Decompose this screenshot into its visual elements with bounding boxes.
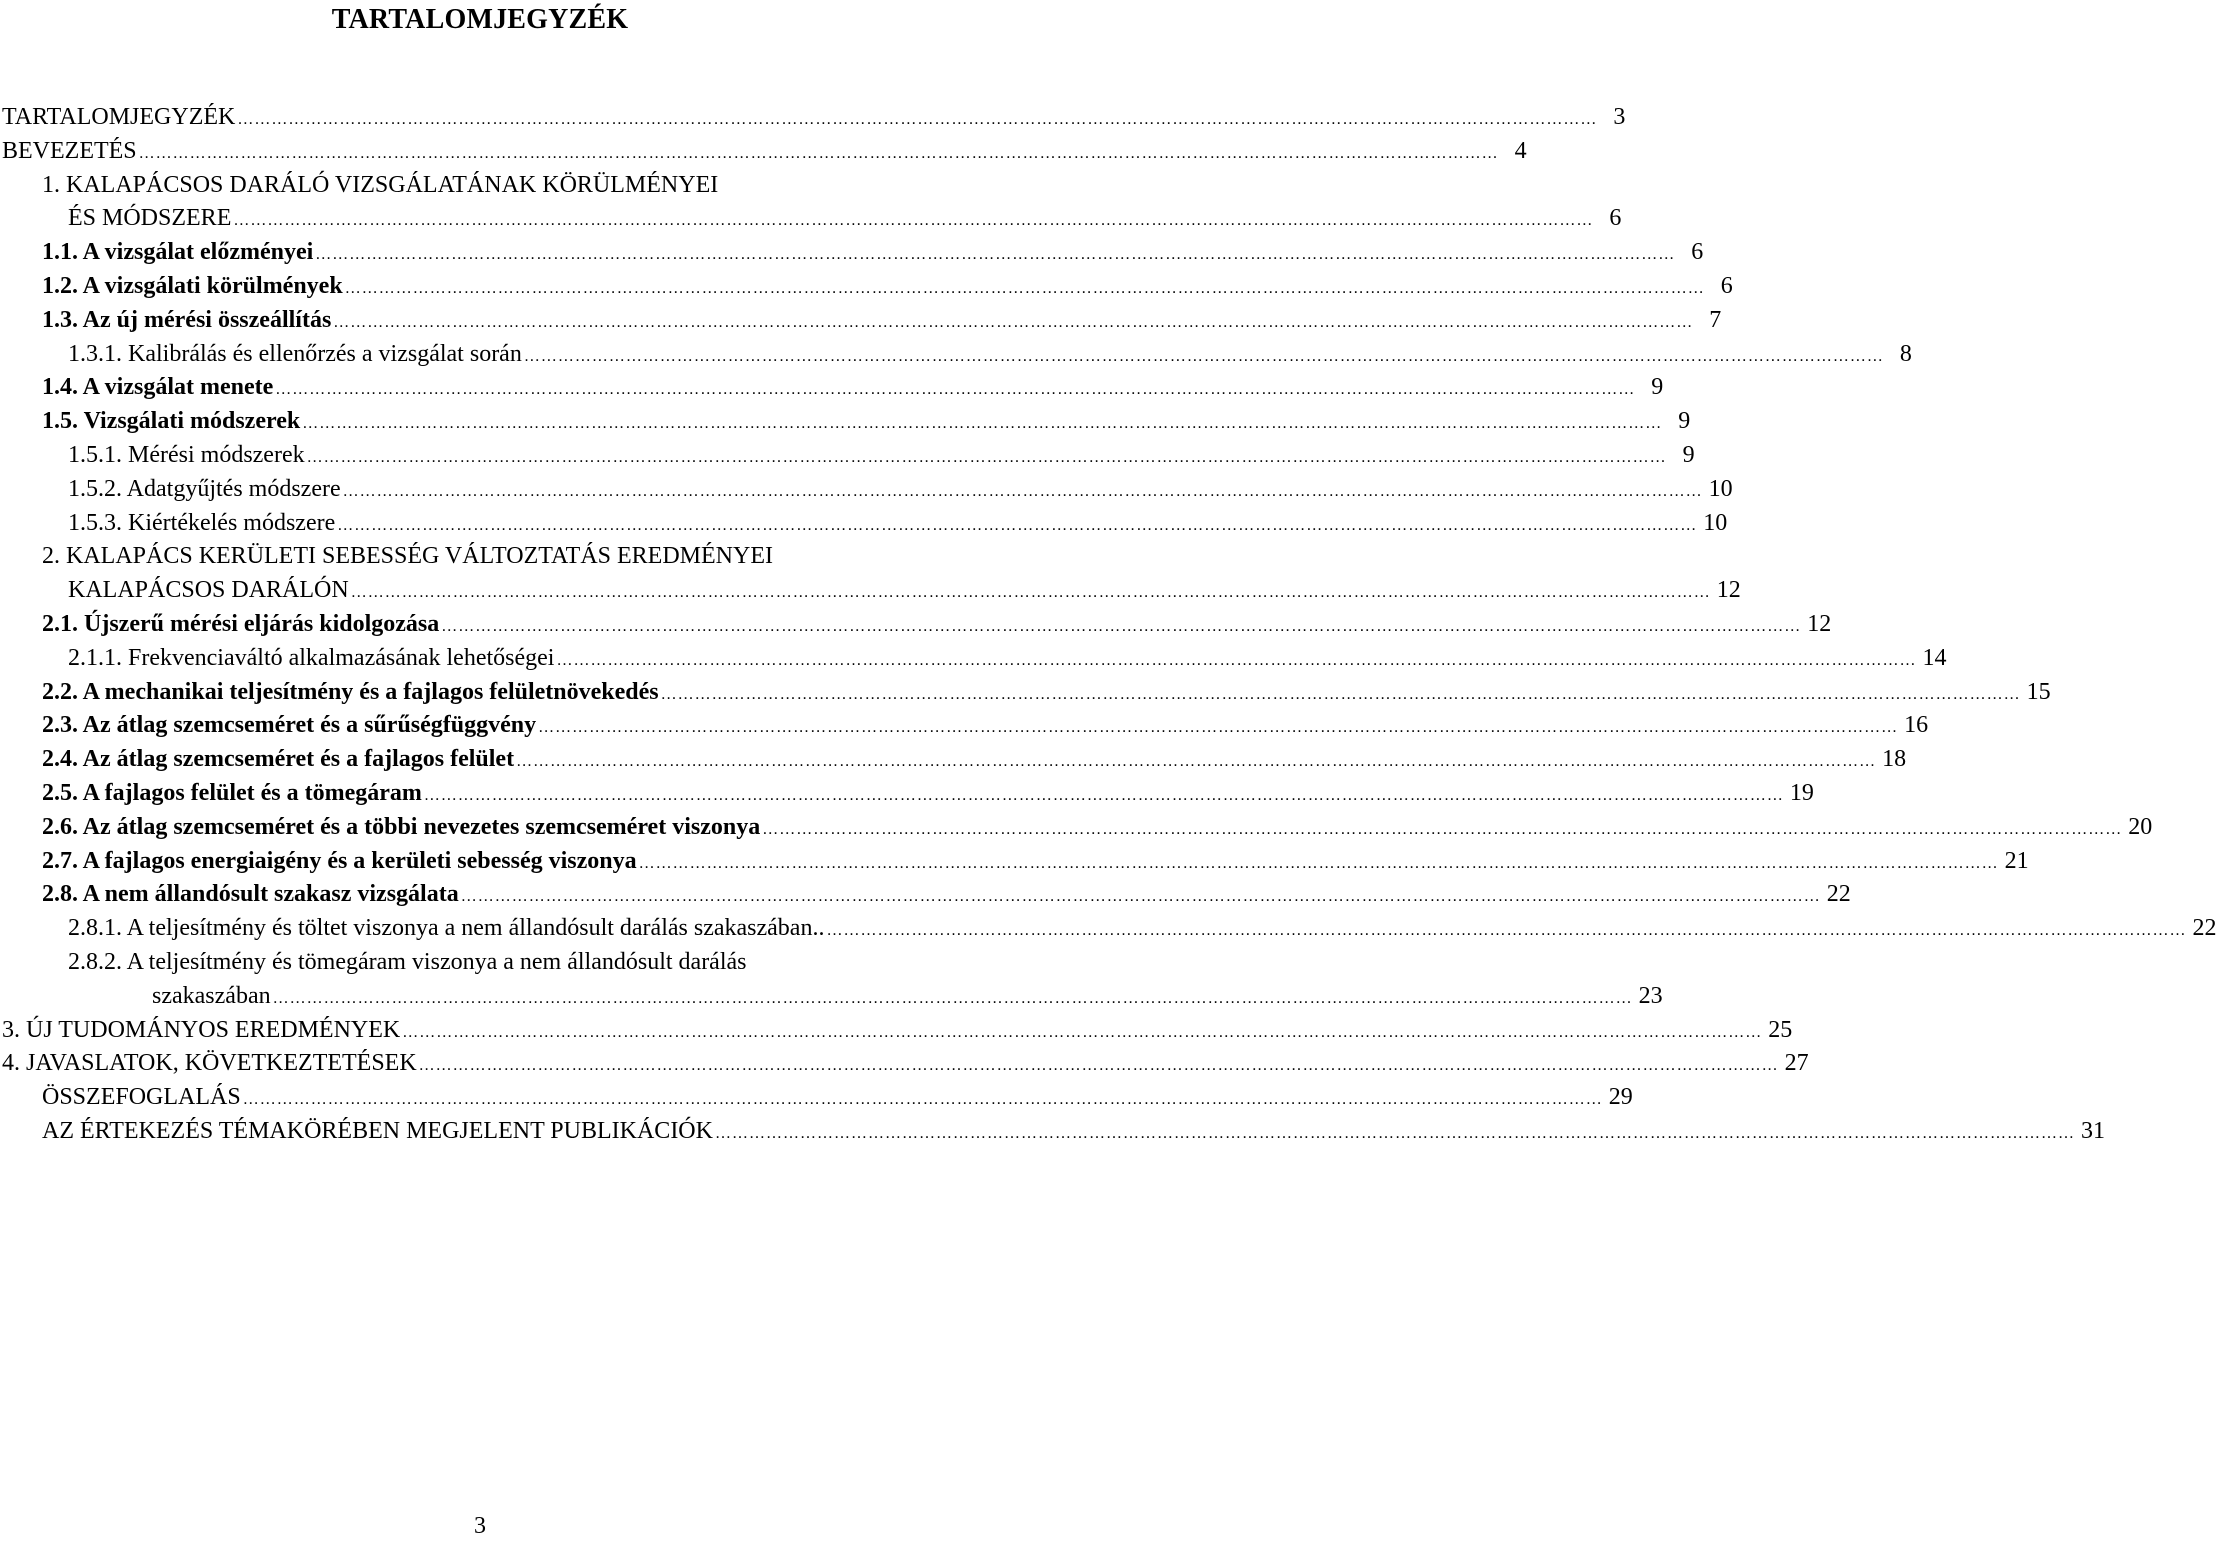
toc-entry-label: 1.5.2. Adatgyűjtés módszere <box>68 475 341 502</box>
toc-entry-label: 1.4. A vizsgálat menete <box>42 374 274 401</box>
toc-entry[interactable] <box>42 235 1704 269</box>
toc-entry-page: 3 <box>1613 104 1626 130</box>
toc-leader-dots: …………………………………………………………………………………………………………………………………………………………………………………………………………………… <box>350 584 1711 602</box>
toc-entry[interactable] <box>68 945 948 979</box>
toc-entry-label: 1.5. Vizsgálati módszerek <box>42 408 301 435</box>
toc-entry-label: 2.1.1. Frekvenciaváltó alkalmazásának lehetőségei <box>68 644 555 671</box>
toc-entry[interactable] <box>42 810 2153 844</box>
toc-entry-page: 7 <box>1709 306 1722 333</box>
toc-leader-dots: …………………………………………………………………………………………………………………………………………………………………………………………………………………… <box>460 888 1821 906</box>
toc-entry-page: 23 <box>1638 982 1663 1009</box>
toc-entry-page: 15 <box>2026 678 2051 705</box>
toc-entry-label: BEVEZETÉS <box>2 137 137 164</box>
toc-entry-label: 2.7. A fajlagos energiaigény és a kerületi sebesség viszonya <box>42 847 637 874</box>
toc-entry-page: 9 <box>1678 408 1691 435</box>
toc-entry[interactable] <box>68 201 1622 235</box>
toc-entry-page: 16 <box>1904 712 1929 739</box>
toc-entry-label: ÖSSZEFOGLALÁS <box>42 1084 241 1111</box>
toc-leader-dots: …………………………………………………………………………………………………………………………………………………………………………………………………………………… <box>516 753 1877 771</box>
toc-entry[interactable] <box>2 1046 1809 1080</box>
toc-entry-label: 2.8.1. A teljesítmény és töltet viszonya a nem állandósult darálás szakaszában.. <box>68 915 825 942</box>
toc-leader-dots: …………………………………………………………………………………………………………………………………………………………………………………………………………………… <box>538 719 1899 737</box>
toc-entry-page: 6 <box>1609 205 1622 232</box>
toc-leader-dots: …………………………………………………………………………………………………………………………………………………………………………………………………………………… <box>441 618 1802 635</box>
toc-entry[interactable] <box>152 979 1663 1013</box>
toc-entry-page: 14 <box>1922 644 1947 671</box>
toc-leader-dots: …………………………………………………………………………………………………………………………………………………………………………………………………………………… <box>306 449 1667 466</box>
toc-entry[interactable] <box>68 438 1695 472</box>
toc-entry[interactable] <box>2 100 1626 134</box>
toc-entry-page: 12 <box>1716 577 1741 604</box>
toc-entry-page: 22 <box>2192 915 2216 942</box>
toc-entry[interactable] <box>42 844 2029 878</box>
toc-leader-dots: …………………………………………………………………………………………………………………………………………………………………………………………………………………… <box>523 347 1884 365</box>
toc-entry[interactable] <box>42 539 948 573</box>
toc-entry[interactable] <box>42 1114 2105 1148</box>
toc-entry[interactable] <box>68 641 1947 675</box>
toc-entry-label: TARTALOMJEGYZÉK <box>2 104 236 130</box>
toc-leader-dots: …………………………………………………………………………………………………………………………………………………………………………………………………………………… <box>275 381 1636 399</box>
toc-entry-page: 8 <box>1899 340 1912 367</box>
toc-entry-label: 2. KALAPÁCS KERÜLETI SEBESSÉG VÁLTOZTATÁS EREDMÉNYEI <box>42 543 773 570</box>
toc-entry-label: 2.1. Újszerű mérési eljárás kidolgozása <box>42 611 440 637</box>
toc-entry-label: 1.3.1. Kalibrálás és ellenőrzés a vizsgálat során <box>68 340 522 367</box>
toc-entry[interactable] <box>42 404 1691 438</box>
toc-entry[interactable] <box>42 877 1851 911</box>
toc-leader-dots: …………………………………………………………………………………………………………………………………………………………………………………………………………………… <box>402 1023 1763 1041</box>
toc-entry[interactable] <box>42 303 1722 337</box>
page-number: 3 <box>474 1513 486 1539</box>
toc-entry[interactable] <box>42 607 1832 641</box>
toc-leader-dots: …………………………………………………………………………………………………………………………………………………………………………………………………………………… <box>638 854 1999 872</box>
toc-entry[interactable] <box>68 337 1912 371</box>
toc-entry-page: 29 <box>1608 1084 1633 1111</box>
toc-entry-label: 2.8. A nem állandósult szakasz vizsgálata <box>42 881 459 908</box>
toc-entry-label: 1.1. A vizsgálat előzményei <box>42 239 314 266</box>
toc-leader-dots: …………………………………………………………………………………………………………………………………………………………………………………………………………………… <box>344 280 1705 297</box>
toc-entry-page: 22 <box>1826 881 1851 908</box>
toc-entry-page: 20 <box>2128 813 2153 840</box>
toc-entry[interactable] <box>68 472 1733 506</box>
toc-leader-dots: …………………………………………………………………………………………………………………………………………………………………………………………………………………… <box>315 246 1676 264</box>
toc-entry-label: 3. ÚJ TUDOMÁNYOS EREDMÉNYEK <box>2 1016 401 1043</box>
toc-leader-dots: …………………………………………………………………………………………………………………………………………………………………………………………………………………… <box>272 989 1633 1007</box>
toc-entry-page: 9 <box>1682 442 1695 468</box>
toc-entry-label: 2.3. Az átlag szemcseméret és a sűrűségfüggvény <box>42 712 537 739</box>
toc-entry-label: 1. KALAPÁCSOS DARÁLÓ VIZSGÁLATÁNAK KÖRÜLMÉNYEI <box>42 171 719 198</box>
toc-leader-dots: …………………………………………………………………………………………………………………………………………………………………………………………………………………… <box>423 787 1784 804</box>
toc-entry-page: 10 <box>1708 475 1733 502</box>
toc-entry-label: 1.3. Az új mérési összeállítás <box>42 306 332 333</box>
toc-entry-label: ÉS MÓDSZERE <box>68 205 232 232</box>
toc-leader-dots: …………………………………………………………………………………………………………………………………………………………………………………………………………………… <box>337 516 1698 534</box>
toc-entry-label: 2.4. Az átlag szemcseméret és a fajlagos felület <box>42 746 515 773</box>
toc-entry[interactable] <box>2 134 1527 168</box>
toc-entry[interactable] <box>42 168 948 202</box>
toc-leader-dots: …………………………………………………………………………………………………………………………………………………………………………………………………………………… <box>418 1057 1779 1075</box>
toc-leader-dots: …………………………………………………………………………………………………………………………………………………………………………………………………………………… <box>302 415 1663 433</box>
toc-entry-label: 2.6. Az átlag szemcseméret és a többi nevezetes szemcseméret viszonya <box>42 813 761 840</box>
toc-leader-dots: …………………………………………………………………………………………………………………………………………………………………………………………………………………… <box>714 1125 2075 1142</box>
toc-entry-label: 1.5.3. Kiértékelés módszere <box>68 509 336 536</box>
toc-entry[interactable] <box>42 1080 1633 1114</box>
toc-leader-dots: …………………………………………………………………………………………………………………………………………………………………………………………………………………… <box>237 111 1598 128</box>
toc-entry[interactable] <box>42 776 1814 810</box>
toc-leader-dots: …………………………………………………………………………………………………………………………………………………………………………………………………………………… <box>342 482 1703 500</box>
toc-entry[interactable] <box>42 708 1929 742</box>
toc-leader-dots: …………………………………………………………………………………………………………………………………………………………………………………………………………………… <box>826 922 2187 940</box>
toc-entry-page: 12 <box>1807 611 1832 637</box>
toc-entry[interactable] <box>68 573 1741 607</box>
toc-entry-page: 4 <box>1514 137 1527 164</box>
toc-entry-page: 18 <box>1882 746 1907 773</box>
toc-entry-page: 6 <box>1720 273 1733 299</box>
toc-entry-page: 25 <box>1768 1016 1793 1043</box>
toc-entry[interactable] <box>42 370 1664 404</box>
toc-leader-dots: …………………………………………………………………………………………………………………………………………………………………………………………………………………… <box>762 820 2123 838</box>
toc-leader-dots: …………………………………………………………………………………………………………………………………………………………………………………………………………………… <box>660 685 2021 703</box>
toc-entry-label: 2.8.2. A teljesítmény és tömegáram viszonya a nem állandósult darálás <box>68 949 747 975</box>
toc-entry-page: 31 <box>2080 1118 2105 1144</box>
toc-entry-page: 10 <box>1703 509 1728 536</box>
toc-entry[interactable] <box>42 269 1733 303</box>
toc-entry-label: AZ ÉRTEKEZÉS TÉMAKÖRÉBEN MEGJELENT PUBLIKÁCIÓK <box>42 1118 713 1144</box>
toc-entry-page: 6 <box>1691 239 1704 266</box>
toc-leader-dots: …………………………………………………………………………………………………………………………………………………………………………………………………………………… <box>242 1091 1603 1109</box>
toc-entry-page: 27 <box>1784 1050 1809 1077</box>
toc-entry-label: 4. JAVASLATOK, KÖVETKEZTETÉSEK <box>2 1050 417 1077</box>
toc-entry-label: 2.5. A fajlagos felület és a tömegáram <box>42 780 422 806</box>
toc-leader-dots: …………………………………………………………………………………………………………………………………………………………………………………………………………………… <box>333 313 1694 331</box>
toc-entry-label: szakaszában <box>152 982 271 1009</box>
toc-entry[interactable] <box>42 742 1907 776</box>
toc-entry[interactable] <box>68 911 2216 945</box>
toc-entry-label: 1.2. A vizsgálati körülmények <box>42 273 343 299</box>
toc-entry-label: 1.5.1. Mérési módszerek <box>68 442 305 468</box>
toc-entry-page: 21 <box>2004 847 2029 874</box>
toc-entry[interactable] <box>42 675 2051 709</box>
toc-leader-dots: …………………………………………………………………………………………………………………………………………………………………………………………………………………… <box>233 212 1594 230</box>
toc-leader-dots: …………………………………………………………………………………………………………………………………………………………………………………………………………………… <box>138 144 1499 162</box>
toc-entry-label: 2.2. A mechanikai teljesítmény és a fajlagos felületnövekedés <box>42 678 659 705</box>
page-title: TARTALOMJEGYZÉK <box>331 4 629 35</box>
toc-entry[interactable] <box>2 1013 1793 1047</box>
toc-entry-label: KALAPÁCSOS DARÁLÓN <box>68 577 349 604</box>
toc-leader-dots: …………………………………………………………………………………………………………………………………………………………………………………………………………………… <box>556 651 1917 669</box>
toc-entry-page: 9 <box>1651 374 1664 401</box>
toc-entry[interactable] <box>68 506 1728 540</box>
toc-entry-page: 19 <box>1789 780 1814 806</box>
